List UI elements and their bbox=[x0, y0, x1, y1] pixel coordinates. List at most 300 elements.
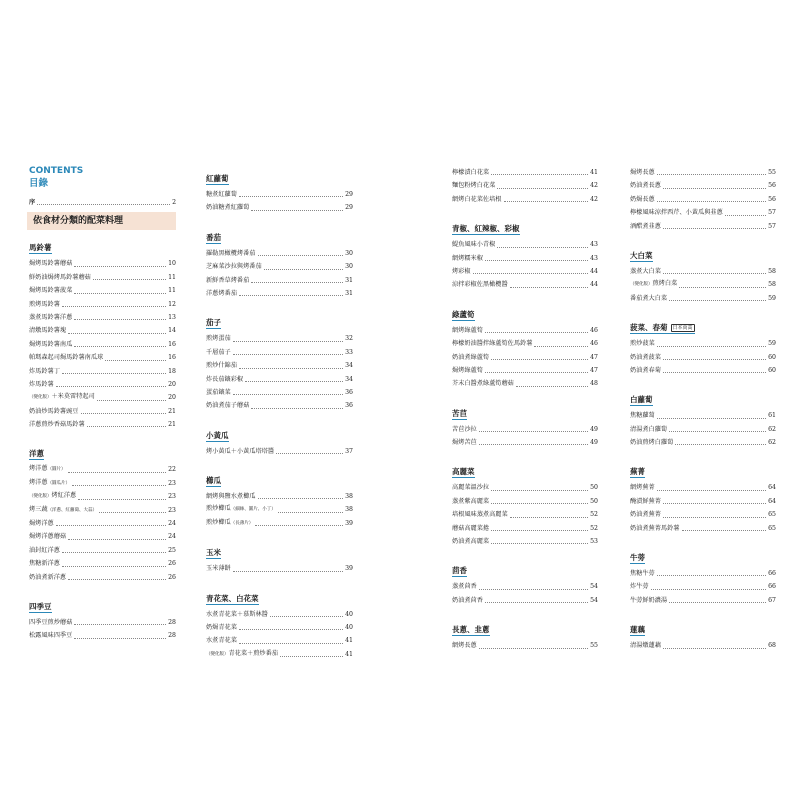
toc-entry[interactable] bbox=[452, 495, 598, 508]
leader-dots bbox=[239, 643, 343, 644]
entry-label: 奶油煮新洋蔥 bbox=[29, 573, 67, 581]
page-number: 65 bbox=[768, 524, 776, 532]
page-number: 64 bbox=[768, 484, 776, 492]
toc-entry[interactable] bbox=[29, 391, 176, 404]
page-number: 38 bbox=[345, 506, 353, 514]
page-number: 24 bbox=[168, 520, 176, 528]
leader-dots bbox=[255, 525, 343, 526]
entry-title bbox=[452, 495, 489, 508]
page-number: 56 bbox=[768, 182, 776, 190]
toc-entry[interactable] bbox=[29, 418, 176, 431]
page-number: 49 bbox=[590, 425, 598, 433]
page-number: 47 bbox=[590, 366, 598, 374]
toc-entry[interactable] bbox=[630, 292, 776, 305]
leader-dots bbox=[56, 386, 166, 387]
leader-dots bbox=[651, 589, 767, 590]
entry-title bbox=[452, 238, 495, 251]
page-number: 41 bbox=[345, 650, 353, 658]
leader-dots bbox=[657, 490, 766, 491]
entry-label: 芝麻菜沙拉與烤番茄 bbox=[206, 263, 262, 271]
entry-title bbox=[452, 364, 483, 377]
entry-list bbox=[630, 639, 776, 652]
leader-dots bbox=[233, 571, 343, 572]
section-title: 高麗菜 bbox=[452, 467, 475, 477]
entry-label: 羅勒黑橄欖烤番茄 bbox=[206, 249, 256, 257]
toc-entry[interactable] bbox=[452, 377, 598, 390]
toc-section bbox=[206, 468, 353, 530]
toc-column-4 bbox=[630, 166, 776, 663]
leader-dots bbox=[504, 201, 589, 202]
entry-title bbox=[630, 364, 661, 377]
toc-entry[interactable] bbox=[630, 522, 776, 535]
toc-entry[interactable] bbox=[630, 193, 776, 206]
leader-dots bbox=[62, 566, 166, 567]
leader-dots bbox=[233, 394, 343, 395]
entry-label: 青花菜＋煎炒番茄 bbox=[228, 649, 278, 657]
entry-title bbox=[29, 298, 60, 311]
toc-entry[interactable] bbox=[29, 257, 176, 270]
section-heading bbox=[29, 448, 44, 460]
toc-section bbox=[630, 617, 776, 652]
section-title: 番茄 bbox=[206, 232, 221, 242]
toc-entry[interactable] bbox=[452, 324, 598, 337]
entry-label: 鯷魚風味小青椒 bbox=[452, 241, 496, 249]
toc-entry[interactable] bbox=[29, 571, 176, 584]
entry-note: （圓瓜片） bbox=[47, 480, 71, 486]
entry-label: 焗烤馬鈴薯蘑菇 bbox=[29, 260, 73, 268]
toc-entry[interactable] bbox=[206, 399, 353, 412]
entry-title bbox=[29, 338, 72, 351]
page-number: 29 bbox=[345, 190, 353, 198]
entry-title bbox=[206, 502, 276, 516]
entry-title bbox=[29, 503, 97, 517]
toc-entry[interactable] bbox=[206, 608, 353, 621]
toc-entry[interactable] bbox=[452, 364, 598, 377]
entry-title bbox=[29, 517, 54, 530]
page-number: 68 bbox=[768, 642, 776, 650]
entry-label: 焗烤長蔥 bbox=[630, 168, 655, 176]
toc-entry[interactable] bbox=[29, 463, 176, 476]
entry-title bbox=[29, 271, 91, 284]
page-number: 37 bbox=[345, 447, 353, 455]
entry-label: 炸馬鈴薯 bbox=[29, 380, 54, 388]
section-title: 小黃瓜 bbox=[206, 430, 229, 440]
toc-entry[interactable] bbox=[630, 567, 776, 580]
toc-section bbox=[206, 586, 353, 662]
entry-label: 焗烤洋蔥蘑菇 bbox=[29, 533, 67, 541]
entry-label: 油封紅洋蔥 bbox=[29, 546, 60, 554]
toc-entry[interactable] bbox=[452, 193, 598, 206]
entry-label: 水煮青花菜＋慕斯林醬 bbox=[206, 610, 268, 618]
toc-section bbox=[452, 617, 598, 652]
toc-entry[interactable] bbox=[452, 594, 598, 607]
page-number: 36 bbox=[345, 388, 353, 396]
entry-list bbox=[630, 265, 776, 305]
entry-variant-tag: （變化版） bbox=[29, 395, 52, 401]
entry-label: 焗烤苦苣 bbox=[452, 439, 477, 447]
page-number: 16 bbox=[168, 354, 176, 362]
page-number: 26 bbox=[168, 573, 176, 581]
toc-entry[interactable] bbox=[206, 274, 353, 287]
leader-dots bbox=[245, 381, 343, 382]
leader-dots bbox=[679, 287, 766, 288]
toc-entry[interactable] bbox=[630, 220, 776, 233]
page-number: 38 bbox=[345, 493, 353, 501]
entry-label: 麵包粉烤白花菜 bbox=[452, 182, 496, 190]
toc-entry[interactable] bbox=[206, 517, 353, 530]
toc-entry[interactable] bbox=[206, 445, 353, 458]
entry-note: （細絲、圓片、小丁） bbox=[230, 507, 276, 513]
section-heading bbox=[206, 232, 221, 244]
entry-title bbox=[630, 580, 649, 593]
toc-entry[interactable] bbox=[29, 544, 176, 557]
leader-dots bbox=[663, 228, 766, 229]
toc-entry[interactable] bbox=[452, 436, 598, 449]
toc-entry[interactable] bbox=[29, 378, 176, 391]
toc-entry[interactable] bbox=[630, 351, 776, 364]
entry-label: 烤紅洋蔥 bbox=[51, 492, 77, 500]
toc-entry[interactable] bbox=[630, 179, 776, 192]
toc-entry[interactable] bbox=[206, 621, 353, 634]
toc-entry[interactable] bbox=[630, 594, 776, 607]
page-number: 28 bbox=[168, 632, 176, 640]
toc-entry[interactable] bbox=[630, 278, 776, 291]
leader-dots bbox=[93, 279, 166, 280]
entry-list bbox=[452, 639, 598, 652]
toc-entry[interactable] bbox=[29, 517, 176, 530]
entry-label: 涼拌彩椒佐黑橄欖醬 bbox=[452, 281, 508, 289]
page-number: 57 bbox=[768, 209, 776, 217]
entry-label: ＋米莫雷特起司 bbox=[51, 393, 95, 401]
section-heading bbox=[452, 408, 467, 420]
toc-entry[interactable] bbox=[452, 351, 598, 364]
entry-title bbox=[29, 489, 76, 503]
toc-entry[interactable] bbox=[206, 359, 353, 372]
toc-entry[interactable] bbox=[630, 495, 776, 508]
entry-label: 煎炒櫛瓜 bbox=[206, 505, 231, 513]
leader-dots bbox=[663, 372, 766, 373]
entry-label: 千層茄子 bbox=[206, 348, 231, 356]
toc-entry[interactable] bbox=[630, 436, 776, 449]
leader-dots bbox=[233, 341, 343, 342]
entry-label: 奶油煮蕪菁 bbox=[630, 511, 661, 519]
toc-entry[interactable] bbox=[452, 166, 598, 179]
entry-title bbox=[452, 278, 508, 291]
leader-dots bbox=[479, 444, 588, 445]
page-number: 33 bbox=[345, 348, 353, 356]
page-number: 13 bbox=[168, 313, 176, 321]
toc-entry[interactable] bbox=[206, 247, 353, 260]
entry-title bbox=[29, 557, 60, 570]
section-title: 洋蔥 bbox=[29, 449, 44, 459]
page-number: 40 bbox=[345, 610, 353, 618]
leader-dots bbox=[657, 575, 766, 576]
entry-title bbox=[29, 324, 66, 337]
leader-dots bbox=[663, 503, 766, 504]
toc-entry[interactable] bbox=[29, 504, 176, 517]
page-number: 57 bbox=[768, 222, 776, 230]
toc-entry[interactable] bbox=[206, 260, 353, 273]
entry-title bbox=[452, 423, 477, 436]
section-title: 櫛瓜 bbox=[206, 476, 221, 486]
toc-entry[interactable] bbox=[452, 580, 598, 593]
entry-title bbox=[206, 188, 237, 201]
toc-entry[interactable] bbox=[630, 265, 776, 278]
entry-label: 松露風味四季豆 bbox=[29, 632, 73, 640]
toc-entry[interactable] bbox=[452, 508, 598, 521]
toc-entry[interactable] bbox=[630, 580, 776, 593]
entry-title bbox=[29, 462, 66, 476]
toc-entry[interactable] bbox=[206, 634, 353, 647]
section-heading bbox=[206, 317, 221, 329]
toc-entry[interactable] bbox=[29, 298, 176, 311]
entry-title bbox=[630, 193, 655, 206]
entry-label: 鮮奶油焗烤馬鈴薯蘑菇 bbox=[29, 273, 91, 281]
toc-entry[interactable] bbox=[29, 405, 176, 418]
leader-dots bbox=[510, 287, 588, 288]
toc-section bbox=[206, 423, 353, 458]
entry-title bbox=[630, 277, 677, 291]
page-number: 64 bbox=[768, 497, 776, 505]
toc-entry[interactable] bbox=[630, 409, 776, 422]
entry-title bbox=[630, 265, 661, 278]
leader-dots bbox=[663, 359, 766, 360]
page-number: 29 bbox=[345, 204, 353, 212]
entry-title bbox=[29, 476, 70, 490]
toc-entry[interactable] bbox=[452, 265, 598, 278]
toc-entry[interactable] bbox=[452, 639, 598, 652]
leader-dots bbox=[68, 579, 166, 580]
entry-title bbox=[206, 647, 278, 661]
entry-title bbox=[452, 639, 477, 652]
toc-entry[interactable] bbox=[452, 481, 598, 494]
entry-list bbox=[630, 409, 776, 449]
toc-entry[interactable] bbox=[29, 338, 176, 351]
page-number: 34 bbox=[345, 362, 353, 370]
toc-entry[interactable] bbox=[206, 373, 353, 386]
entry-title bbox=[630, 179, 661, 192]
leader-dots bbox=[56, 525, 166, 526]
leader-dots bbox=[669, 300, 766, 301]
page-number: 60 bbox=[768, 353, 776, 361]
section-title: 綠蘆筍 bbox=[452, 309, 475, 319]
preface-entry[interactable] bbox=[29, 196, 176, 209]
entry-label: 奶油煮春菊 bbox=[630, 366, 661, 374]
page-number: 53 bbox=[590, 538, 598, 546]
toc-entry[interactable] bbox=[206, 201, 353, 214]
toc-entry[interactable] bbox=[29, 629, 176, 642]
entry-title bbox=[452, 166, 489, 179]
entry-list bbox=[29, 616, 176, 643]
entry-title bbox=[630, 220, 661, 233]
entry-label: 奶油炒馬鈴薯豌豆 bbox=[29, 407, 79, 415]
entry-label: 水煮青花菜 bbox=[206, 637, 237, 645]
entry-label: 蒸煮紫高麗菜 bbox=[452, 497, 490, 505]
page-number: 42 bbox=[590, 182, 598, 190]
leader-dots bbox=[68, 472, 167, 473]
toc-entry[interactable] bbox=[630, 639, 776, 652]
entry-label: 芥末白醬煮綠蘆筍蘑菇 bbox=[452, 380, 514, 388]
entry-title bbox=[206, 386, 231, 399]
leader-dots bbox=[68, 333, 166, 334]
entry-label: 酒醋煮韭蔥 bbox=[630, 222, 661, 230]
toc-entry[interactable] bbox=[630, 166, 776, 179]
toc-entry[interactable] bbox=[452, 535, 598, 548]
toc-entry[interactable] bbox=[206, 648, 353, 661]
page-number: 11 bbox=[168, 287, 176, 295]
entry-list bbox=[206, 247, 353, 301]
contents-title: CONTENTS bbox=[29, 166, 84, 176]
entry-title bbox=[206, 287, 237, 300]
leader-dots bbox=[485, 260, 588, 261]
toc-entry[interactable] bbox=[29, 557, 176, 570]
section-heading bbox=[206, 173, 229, 185]
leader-dots bbox=[491, 543, 588, 544]
page-number: 50 bbox=[590, 484, 598, 492]
toc-entry[interactable] bbox=[452, 423, 598, 436]
toc-entry[interactable] bbox=[206, 490, 353, 503]
toc-entry[interactable] bbox=[206, 386, 353, 399]
toc-entry[interactable] bbox=[29, 311, 176, 324]
entry-note: （圓片） bbox=[47, 467, 66, 473]
page-number: 46 bbox=[590, 340, 598, 348]
entry-label: 玉米薄餅 bbox=[206, 565, 231, 573]
entry-title bbox=[452, 351, 489, 364]
entry-label: 奶焗長蔥 bbox=[630, 195, 655, 203]
toc-entry[interactable] bbox=[206, 562, 353, 575]
entry-title bbox=[29, 311, 72, 324]
toc-section bbox=[630, 166, 776, 233]
entry-label: 四季豆煎炒蘑菇 bbox=[29, 618, 73, 626]
entry-label: 苦苣沙拉 bbox=[452, 425, 477, 433]
section-title: 四季豆 bbox=[29, 601, 52, 611]
entry-title bbox=[29, 530, 66, 543]
toc-entry[interactable] bbox=[630, 364, 776, 377]
entry-title bbox=[206, 621, 237, 634]
entry-label: 煎烤蛋茄 bbox=[206, 335, 231, 343]
category-banner: 依食材分類的配菜料理 bbox=[27, 212, 176, 230]
page-number: 44 bbox=[590, 267, 598, 275]
entry-label: 高麗菜溫沙拉 bbox=[452, 484, 490, 492]
page-number: 66 bbox=[768, 583, 776, 591]
toc-entry[interactable] bbox=[452, 278, 598, 291]
leader-dots bbox=[663, 517, 766, 518]
leader-dots bbox=[258, 255, 344, 256]
entry-title bbox=[29, 351, 103, 364]
toc-entry[interactable] bbox=[206, 287, 353, 300]
leader-dots bbox=[278, 512, 343, 513]
page-number: 58 bbox=[768, 281, 776, 289]
entry-title bbox=[452, 436, 477, 449]
leader-dots bbox=[657, 346, 766, 347]
entry-list bbox=[206, 562, 353, 575]
entry-title bbox=[452, 594, 483, 607]
page-number: 60 bbox=[768, 366, 776, 374]
section-heading bbox=[29, 242, 52, 254]
page-number: 26 bbox=[168, 560, 176, 568]
page-number: 39 bbox=[345, 519, 353, 527]
entry-title bbox=[452, 580, 477, 593]
toc-entry[interactable] bbox=[630, 481, 776, 494]
entry-label: 新鮮香草烤番茄 bbox=[206, 276, 250, 284]
toc-entry[interactable] bbox=[29, 477, 176, 490]
leader-dots bbox=[663, 648, 766, 649]
section-heading bbox=[630, 250, 653, 262]
toc-entry[interactable] bbox=[29, 490, 176, 503]
entry-list bbox=[630, 481, 776, 535]
leader-dots bbox=[657, 174, 766, 175]
toc-entry[interactable] bbox=[452, 337, 598, 350]
page-number: 21 bbox=[168, 407, 176, 415]
page-number: 28 bbox=[168, 618, 176, 626]
toc-entry[interactable] bbox=[206, 332, 353, 345]
page-number: 23 bbox=[168, 506, 176, 514]
toc-entry[interactable] bbox=[206, 188, 353, 201]
toc-entry[interactable] bbox=[206, 503, 353, 516]
entry-list bbox=[452, 481, 598, 548]
toc-entry[interactable] bbox=[29, 284, 176, 297]
entry-label: 培根風味蒸煮高麗菜 bbox=[452, 511, 508, 519]
toc-entry[interactable] bbox=[29, 271, 176, 284]
toc-entry[interactable] bbox=[29, 530, 176, 543]
page-number: 14 bbox=[168, 327, 176, 335]
leader-dots bbox=[99, 512, 166, 513]
leader-dots bbox=[491, 530, 588, 531]
entry-title bbox=[206, 608, 268, 621]
entry-label: 煎烤馬鈴薯 bbox=[29, 300, 60, 308]
entry-title bbox=[206, 201, 249, 214]
toc-entry[interactable] bbox=[452, 238, 598, 251]
toc-column-3 bbox=[452, 166, 598, 663]
entry-title bbox=[206, 399, 249, 412]
page-number: 10 bbox=[168, 260, 176, 268]
entry-label: 檸檬奶油醬拌綠蘆筍佐馬鈴薯 bbox=[452, 340, 533, 348]
leader-dots bbox=[280, 656, 343, 657]
entry-label: 焗烤馬鈴薯菠菜 bbox=[29, 287, 73, 295]
entry-title bbox=[630, 423, 667, 436]
page-number: 49 bbox=[590, 439, 598, 447]
toc-entry[interactable] bbox=[206, 346, 353, 359]
toc-entry[interactable] bbox=[29, 616, 176, 629]
toc-section bbox=[29, 441, 176, 584]
page-number: 67 bbox=[768, 596, 776, 604]
section-title: 蓮藕 bbox=[630, 625, 645, 635]
page-number: 62 bbox=[768, 439, 776, 447]
entry-label: 清燉馬鈴薯塊 bbox=[29, 327, 67, 335]
toc-column-2 bbox=[206, 166, 353, 671]
toc-entry[interactable] bbox=[630, 206, 776, 219]
toc-section bbox=[630, 315, 776, 377]
toc-entry[interactable] bbox=[630, 508, 776, 521]
toc-entry[interactable] bbox=[29, 351, 176, 364]
toc-entry[interactable] bbox=[452, 522, 598, 535]
leader-dots bbox=[663, 188, 766, 189]
section-heading bbox=[206, 475, 221, 487]
toc-entry[interactable] bbox=[452, 179, 598, 192]
leader-dots bbox=[725, 215, 766, 216]
page-number: 59 bbox=[768, 340, 776, 348]
entry-title bbox=[29, 405, 79, 418]
toc-entry[interactable] bbox=[29, 365, 176, 378]
toc-entry[interactable] bbox=[452, 252, 598, 265]
page-number: 47 bbox=[590, 353, 598, 361]
leader-dots bbox=[239, 295, 343, 296]
entry-title bbox=[206, 332, 231, 345]
toc-entry[interactable] bbox=[630, 423, 776, 436]
toc-entry[interactable] bbox=[29, 324, 176, 337]
leader-dots bbox=[479, 589, 588, 590]
toc-entry[interactable] bbox=[630, 337, 776, 350]
